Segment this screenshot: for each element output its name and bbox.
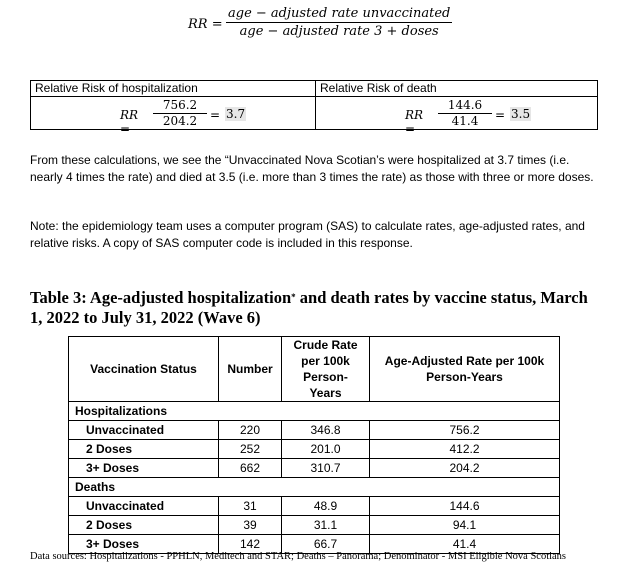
rr-hosp-header: Relative Risk of hospitalization xyxy=(31,81,316,97)
adjusted-rate-cell: 756.2 xyxy=(370,421,560,440)
rr-hosp-denominator: 204.2 xyxy=(162,114,198,128)
status-cell: 3+ Doses xyxy=(69,535,219,554)
rr-hosp-lhs: RR = xyxy=(120,108,139,136)
rr-death-denominator: 41.4 xyxy=(451,114,479,128)
note-paragraph: Note: the epidemiology team uses a computer program (SAS) to calculate rates, age-adjusted rates, and relative risks. A copy of SAS computer code is included in this response. xyxy=(30,219,585,250)
table-row xyxy=(69,459,560,478)
crude-rate-cell: 310.7 xyxy=(282,459,370,478)
number-cell: 142 xyxy=(219,535,282,554)
table-row xyxy=(69,440,560,459)
table3-title-footnote-mark: * xyxy=(291,292,296,302)
rr-hosp-cell xyxy=(31,97,316,136)
table3 xyxy=(68,336,560,554)
crude-rate-cell: 201.0 xyxy=(282,440,370,459)
col-age-adjusted-rate: Age-Adjusted Rate per 100k Person-Years xyxy=(370,337,560,402)
table-row xyxy=(69,516,560,535)
rr-hosp-result: 3.7 xyxy=(226,107,246,121)
col-number: Number xyxy=(219,337,282,402)
data-sources-note: Data sources: Hospitalizations - PPHLN, Meditech and STAR; Deaths – Panorama; Denominator - MSI Eligible Nova Scotians xyxy=(30,551,567,562)
crude-rate-cell: 31.1 xyxy=(282,516,370,535)
number-cell: 39 xyxy=(219,516,282,535)
rr-hosp-fraction xyxy=(153,98,207,128)
formula-denominator: age − adjusted rate 3 + doses xyxy=(239,24,439,39)
group-row-deaths xyxy=(69,478,560,497)
formula-numerator: age − adjusted rate unvaccinated xyxy=(228,6,451,21)
number-cell: 252 xyxy=(219,440,282,459)
number-cell: 662 xyxy=(219,459,282,478)
adjusted-rate-cell: 144.6 xyxy=(370,497,560,516)
status-cell: 2 Doses xyxy=(69,516,219,535)
group-label: Deaths xyxy=(69,478,560,497)
rr-hosp-numerator: 756.2 xyxy=(153,98,207,114)
table3-title-part1: Table 3: Age-adjusted hospitalization xyxy=(30,288,292,307)
adjusted-rate-cell: 412.2 xyxy=(370,440,560,459)
crude-rate-cell: 66.7 xyxy=(282,535,370,554)
table-row xyxy=(69,421,560,440)
rr-formula xyxy=(188,6,451,46)
adjusted-rate-cell: 41.4 xyxy=(370,535,560,554)
findings-paragraph: From these calculations, we see the “Unvaccinated Nova Scotian’s were hospitalized at 3.7 times (i.e. nearly 4 times the rate) and died at 3.5 (i.e. more than 3 times the rate) as those with three or more doses. xyxy=(30,153,594,184)
rr-death-cell xyxy=(316,97,598,136)
rr-death-fraction xyxy=(438,98,492,128)
crude-rate-cell: 346.8 xyxy=(282,421,370,440)
rr-hosp-equals: = xyxy=(210,108,221,122)
rr-death-lhs: RR = xyxy=(405,108,424,136)
rr-death-header: Relative Risk of death xyxy=(316,81,598,97)
table3-title xyxy=(30,288,600,328)
relative-risk-table xyxy=(30,80,598,136)
table3-title-part2: and death rates by vaccine status, March 1, 2022 to July 31, 2022 (Wave 6) xyxy=(30,288,588,327)
rr-death-numerator: 144.6 xyxy=(438,98,492,114)
col-vaccination-status: Vaccination Status xyxy=(69,337,219,402)
table-row xyxy=(69,497,560,516)
adjusted-rate-cell: 94.1 xyxy=(370,516,560,535)
number-cell: 31 xyxy=(219,497,282,516)
table3-header-row xyxy=(69,337,560,402)
col-crude-rate: Crude Rate per 100k Person-Years xyxy=(282,337,370,402)
status-cell: 3+ Doses xyxy=(69,459,219,478)
status-cell: 2 Doses xyxy=(69,440,219,459)
formula-lhs: RR = xyxy=(188,17,223,32)
group-label: Hospitalizations xyxy=(69,402,560,421)
formula-fraction xyxy=(226,6,452,39)
crude-rate-cell: 48.9 xyxy=(282,497,370,516)
adjusted-rate-cell: 204.2 xyxy=(370,459,560,478)
number-cell: 220 xyxy=(219,421,282,440)
status-cell: Unvaccinated xyxy=(69,497,219,516)
rr-death-equals: = xyxy=(495,108,506,122)
rr-death-result: 3.5 xyxy=(511,107,531,121)
group-row-hospitalizations xyxy=(69,402,560,421)
status-cell: Unvaccinated xyxy=(69,421,219,440)
